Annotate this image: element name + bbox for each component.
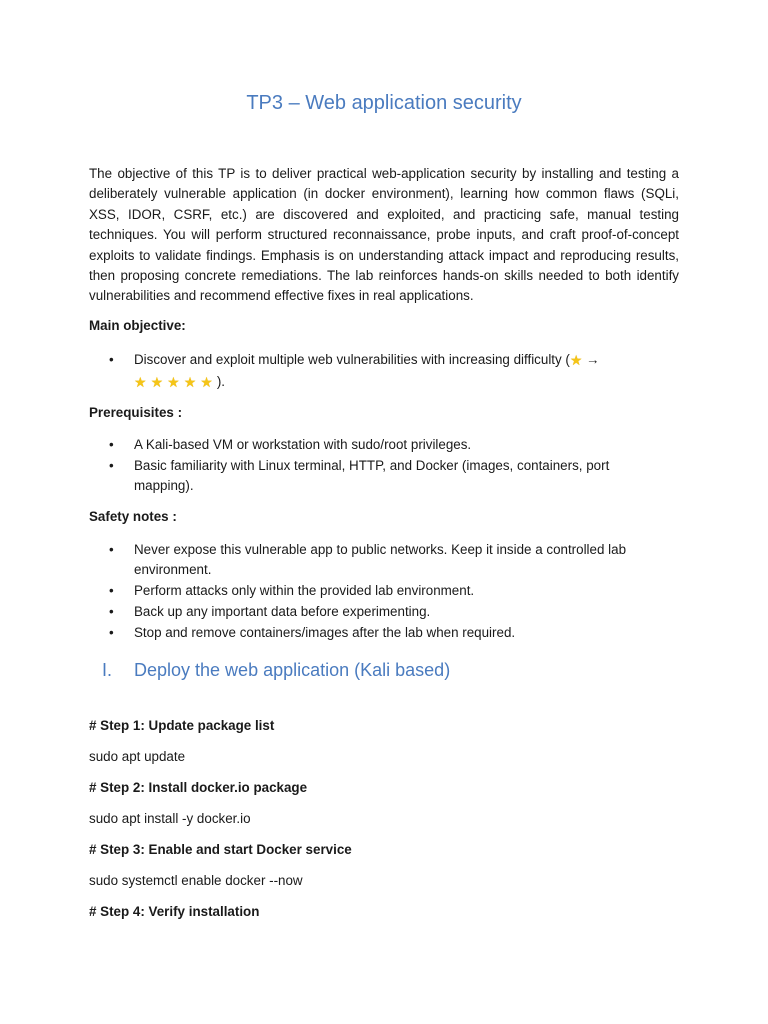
- bullet-icon: •: [109, 437, 114, 452]
- star-icon: ★: [200, 374, 213, 390]
- step-command: sudo systemctl enable docker --now: [89, 873, 303, 888]
- section-heading: [102, 660, 450, 681]
- safety-note-text: Back up any important data before experimenting.: [134, 604, 431, 619]
- safety-notes-list: [89, 540, 649, 644]
- safety-note-text: Perform attacks only within the provided lab environment.: [134, 583, 475, 598]
- arrow-icon: →: [586, 352, 600, 367]
- main-objective-label: Main objective:: [89, 318, 186, 333]
- max-difficulty-stars: [134, 372, 649, 392]
- prerequisites-label: Prerequisites :: [89, 405, 183, 420]
- list-item: [89, 581, 649, 601]
- star-icon: ★: [150, 374, 164, 390]
- step-command: sudo apt update: [89, 749, 186, 764]
- star-icon: ★: [167, 374, 180, 390]
- prerequisite-text: Basic familiarity with Linux terminal, HTTP, and Docker (images, containers, port mapping).: [134, 458, 610, 493]
- section-title: Deploy the web application (Kali based): [134, 660, 451, 680]
- bullet-icon: •: [109, 542, 114, 557]
- step-heading: # Step 2: Install docker.io package: [89, 780, 308, 795]
- safety-notes-label: Safety notes :: [89, 509, 177, 524]
- step-command: sudo apt install -y docker.io: [89, 811, 251, 826]
- list-item: [89, 350, 649, 392]
- prerequisites-list: [89, 435, 649, 497]
- star-icon: ★: [134, 374, 147, 390]
- main-objective-list: [89, 350, 649, 393]
- document-title: TP3 – Web application security: [246, 92, 522, 114]
- section-number: I.: [102, 660, 113, 680]
- safety-note-text: Stop and remove containers/images after the lab when required.: [134, 625, 516, 640]
- list-item: [89, 602, 649, 622]
- main-objective-text: Discover and exploit multiple web vulnerabilities with increasing difficulty (: [134, 352, 570, 367]
- bullet-icon: •: [109, 458, 114, 473]
- main-objective-end: ).: [216, 374, 225, 389]
- intro-paragraph: The objective of this TP is to deliver practical web-application security by installing and testing a deliberately vulnerable application (in docker environment), learning how common flaws (SQLi, XSS, IDOR, CSRF, etc.) are discovered and exploited, and practicing safe, manual testing techniques. You will perform structured reconnaissance, probe inputs, and craft proof-of-concept exploits to validate findings. Emphasis is on understanding attack impact and reproducing results, then proposing concrete remediations. The lab reinforces hands-on skills needed to both identify vulnerabilities and recommend effective fixes in real applications.: [89, 166, 679, 304]
- list-item: [89, 540, 649, 580]
- star-icon: ★: [569, 352, 583, 368]
- list-item: [89, 435, 649, 455]
- list-item: [89, 456, 649, 496]
- prerequisite-text: A Kali-based VM or workstation with sudo/root privileges.: [134, 437, 472, 452]
- bullet-icon: •: [109, 625, 114, 640]
- bullet-icon: •: [109, 583, 114, 598]
- step-heading: # Step 4: Verify installation: [89, 904, 260, 919]
- list-item: [89, 623, 649, 643]
- step-heading: # Step 1: Update package list: [89, 718, 275, 733]
- safety-note-text: Never expose this vulnerable app to public networks. Keep it inside a controlled lab environment.: [134, 542, 627, 577]
- bullet-icon: •: [109, 604, 114, 619]
- star-icon: ★: [183, 374, 197, 390]
- step-heading: # Step 3: Enable and start Docker service: [89, 842, 352, 857]
- bullet-icon: •: [109, 352, 114, 367]
